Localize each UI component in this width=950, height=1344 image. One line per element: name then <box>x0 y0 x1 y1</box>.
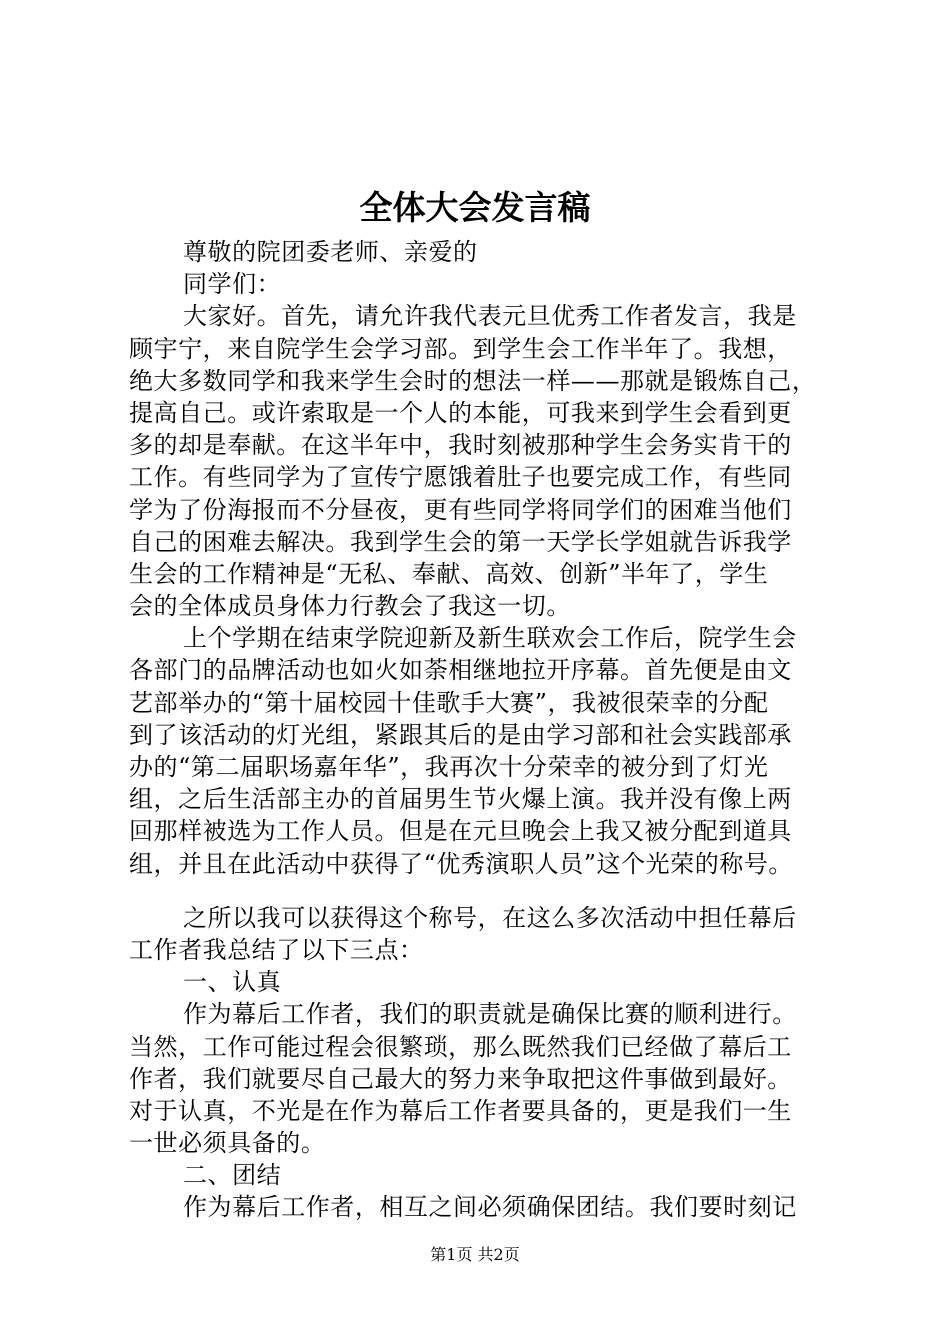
paragraph-line: 提高自己。或许索取是一个人的本能，可我来到学生会看到更 <box>129 398 792 427</box>
paragraph-line: 会的全体成员身体力行教会了我这一切。 <box>129 592 571 621</box>
paragraph-line: 学为了份海报而不分昼夜，更有些同学将同学们的困难当他们 <box>129 495 792 524</box>
paragraph-line: 生会的工作精神是“无私、奉献、高效、创新”半年了，学生 <box>129 559 769 588</box>
section-heading: 一、认真 <box>183 968 282 997</box>
paragraph-line: 办的“第二届职场嘉年华”，我再次十分荣幸的被分到了灯光 <box>129 753 769 781</box>
paragraph-line: 当然，工作可能过程会很繁琐，那么既然我们已经做了幕后工 <box>129 1032 792 1061</box>
paragraph-line: 回那样被选为工作人员。但是在元旦晚会上我又被分配到道具 <box>129 817 792 846</box>
paragraph-line: 对于认真，不光是在作为幕后工作者要具备的，更是我们一生 <box>129 1096 792 1125</box>
paragraph-line: 工作者我总结了以下三点： <box>129 935 424 964</box>
paragraph-gap <box>129 880 841 902</box>
paragraph-line: 艺部举办的“第十届校园十佳歌手大赛”，我被很荣幸的分配 <box>129 688 769 717</box>
paragraph-line: 自己的困难去解决。我到学生会的第一天学长学姐就告诉我学 <box>129 527 792 556</box>
paragraph-line: 上个学期在结束学院迎新及新生联欢会工作后，院学生会 <box>183 624 797 653</box>
section-heading: 二、团结 <box>183 1161 282 1190</box>
paragraph-line: 各部门的品牌活动也如火如荼相继地拉开序幕。首先便是由文 <box>129 656 792 685</box>
paragraph-line: 组，并且在此活动中获得了“优秀演职人员”这个光荣的称号。 <box>129 849 793 878</box>
paragraph-line: 到了该活动的灯光组，紧跟其后的是由学习部和社会实践部承 <box>129 720 792 749</box>
paragraph-line: 作为幕后工作者，相互之间必须确保团结。我们要时刻记 <box>183 1193 797 1222</box>
document-body <box>129 236 841 1224</box>
paragraph-line: 一世必须具备的。 <box>129 1129 326 1158</box>
paragraph-line: 多的却是奉献。在这半年中，我时刻被那种学生会务实肯干的 <box>129 431 792 460</box>
page-number-footer: 第1页 共2页 <box>430 1245 520 1264</box>
paragraph-line: 工作。有些同学为了宣传宁愿饿着肚子也要完成工作，有些同 <box>129 463 792 492</box>
paragraph-line: 组，之后生活部主办的首届男生节火爆上演。我并没有像上两 <box>129 785 792 814</box>
paragraph-line: 大家好。首先，请允许我代表元旦优秀工作者发言，我是 <box>183 302 797 331</box>
paragraph-line: 作者，我们就要尽自己最大的努力来争取把这件事做到最好。 <box>129 1064 792 1093</box>
salutation-line-2: 同学们： <box>183 270 282 299</box>
paragraph-line: 绝大多数同学和我来学生会时的想法一样——那就是锻炼自己， <box>129 366 817 395</box>
paragraph-line: 作为幕后工作者，我们的职责就是确保比赛的顺利进行。 <box>183 1000 797 1029</box>
salutation-line-1: 尊敬的院团委老师、亲爱的 <box>183 238 478 266</box>
paragraph-line: 顾宇宁，来自院学生会学习部。到学生会工作半年了。我想， <box>129 334 792 363</box>
paragraph-line: 之所以我可以获得这个称号，在这么多次活动中担任幕后 <box>183 903 797 932</box>
document-title: 全体大会发言稿 <box>359 188 591 227</box>
